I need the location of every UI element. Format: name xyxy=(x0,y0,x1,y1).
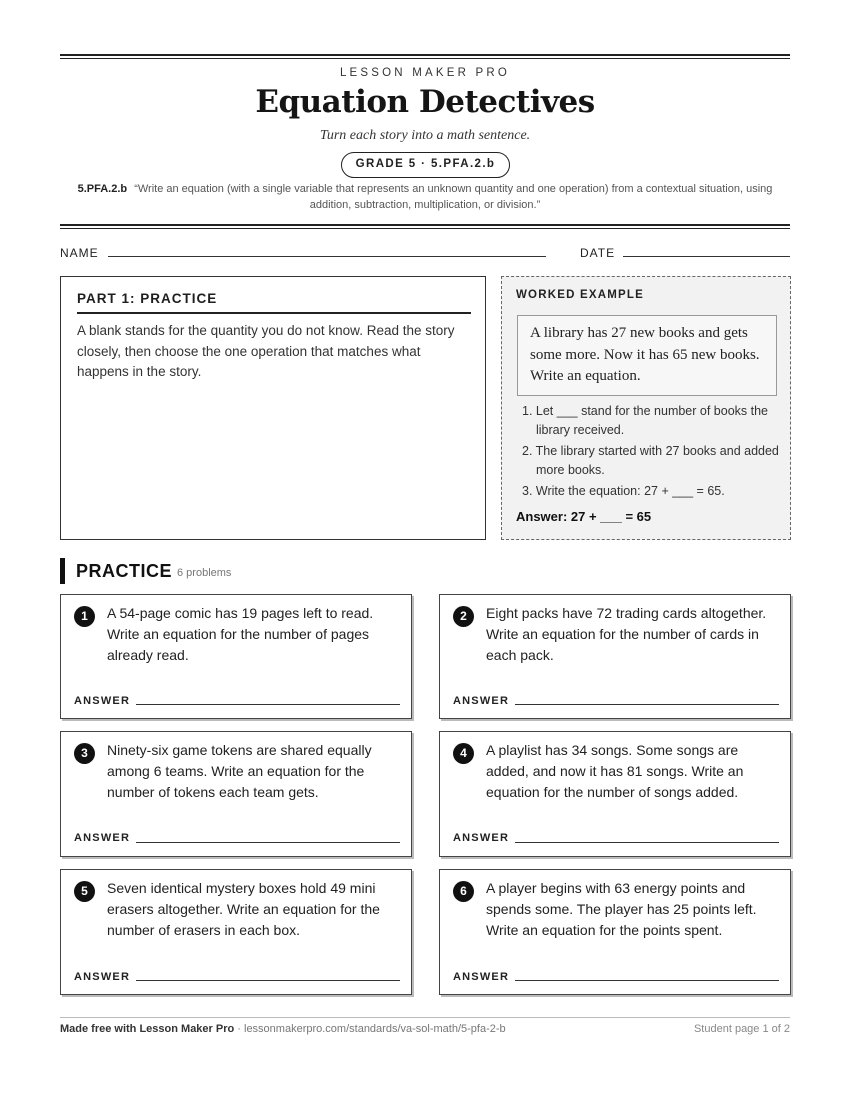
brand-name: LESSON MAKER PRO xyxy=(339,67,511,79)
worked-step: 2. The library started with 27 books and added more books. xyxy=(522,444,779,477)
header-top-rule xyxy=(60,54,790,59)
worksheet-title: Equation Detectives xyxy=(255,84,595,120)
worked-example-steps xyxy=(516,402,782,504)
problem-card xyxy=(60,869,412,995)
standard-code: 5.PFA.2.b xyxy=(77,183,128,195)
practice-title: PRACTICE xyxy=(76,561,173,581)
answer-label: ANSWER xyxy=(74,695,131,707)
problem-number-badge: 3 xyxy=(74,743,95,764)
problem-number-badge: 5 xyxy=(74,881,95,902)
practice-count: 6 problems xyxy=(177,567,232,579)
header-bottom-rule xyxy=(60,224,790,229)
answer-field[interactable] xyxy=(136,842,400,843)
problem-number-badge: 4 xyxy=(453,743,474,764)
problem-text: A 54-page comic has 19 pages left to read. Write an equation for the number of pages already read. xyxy=(107,605,374,663)
problem-text: Ninety-six game tokens are shared equally among 6 teams. Write an equation for the number of tokens each team gets. xyxy=(107,742,372,800)
name-label: NAME xyxy=(60,246,99,260)
answer-field[interactable] xyxy=(136,704,400,705)
problem-card xyxy=(60,594,412,719)
worked-example-box xyxy=(501,276,791,540)
name-field[interactable] xyxy=(108,256,546,257)
problem-number-badge: 6 xyxy=(453,881,474,902)
answer-label: ANSWER xyxy=(453,971,510,983)
problem-text: Eight packs have 72 trading cards altogether. Write an equation for the number of cards in each pack. xyxy=(486,605,767,663)
standard-description xyxy=(60,181,790,213)
date-field[interactable] xyxy=(623,256,790,257)
problem-text: Seven identical mystery boxes hold 49 mini erasers altogether. Write an equation for the number of erasers in each box. xyxy=(107,880,380,938)
problem-card xyxy=(60,731,412,857)
worksheet-subtitle: Turn each story into a math sentence. xyxy=(319,128,531,143)
footer-link[interactable]: · lessonmakerpro.com/standards/va-sol-math/5-pfa-2-b xyxy=(234,1023,506,1035)
answer-label: ANSWER xyxy=(453,832,510,844)
problem-text: A player begins with 63 energy points and spends some. The player has 25 points left. Write an equation for the points spent. xyxy=(486,880,757,938)
problem-card xyxy=(439,869,791,995)
worked-example-story: A library has 27 new books and gets some more. Now it has 65 new books. Write an equation. xyxy=(517,315,777,396)
answer-label: ANSWER xyxy=(74,832,131,844)
problem-card xyxy=(439,594,791,719)
worked-example-heading: WORKED EXAMPLE xyxy=(516,289,644,301)
problem-text: A playlist has 34 songs. Some songs are added, and now it has 81 songs. Write an equation for the number of songs added. xyxy=(486,742,744,800)
page-number: Student page 1 of 2 xyxy=(693,1023,790,1035)
standard-text: “Write an equation (with a single variable that represents an unknown quantity and one operation) from a contextual situation, using addition, subtraction, multiplication, or division.” xyxy=(134,183,773,211)
answer-field[interactable] xyxy=(515,842,779,843)
part1-heading: PART 1: PRACTICE xyxy=(77,291,471,314)
answer-field[interactable] xyxy=(515,704,779,705)
date-label: DATE xyxy=(580,246,616,260)
grade-badge: GRADE 5 · 5.PFA.2.b xyxy=(341,152,510,178)
part1-instructions: A blank stands for the quantity you do not know. Read the story closely, then choose the one operation that matches what happens in the story. xyxy=(77,323,455,379)
answer-label: ANSWER xyxy=(453,695,510,707)
part1-box xyxy=(60,276,486,540)
footer-brand: Made free with Lesson Maker Pro xyxy=(60,1023,235,1035)
worked-step: 3. Write the equation: 27 + ___ = 65. xyxy=(522,484,725,498)
practice-accent-bar xyxy=(60,558,65,584)
worked-example-answer: Answer: 27 + ___ = 65 xyxy=(516,509,652,524)
answer-field[interactable] xyxy=(515,980,779,981)
worked-step: 1. Let ___ stand for the number of books the library received. xyxy=(522,404,768,437)
answer-label: ANSWER xyxy=(74,971,131,983)
footer-credit xyxy=(60,1023,506,1035)
answer-field[interactable] xyxy=(136,980,400,981)
problem-number-badge: 1 xyxy=(74,606,95,627)
problem-number-badge: 2 xyxy=(453,606,474,627)
problem-card xyxy=(439,731,791,857)
footer-rule xyxy=(60,1017,790,1018)
